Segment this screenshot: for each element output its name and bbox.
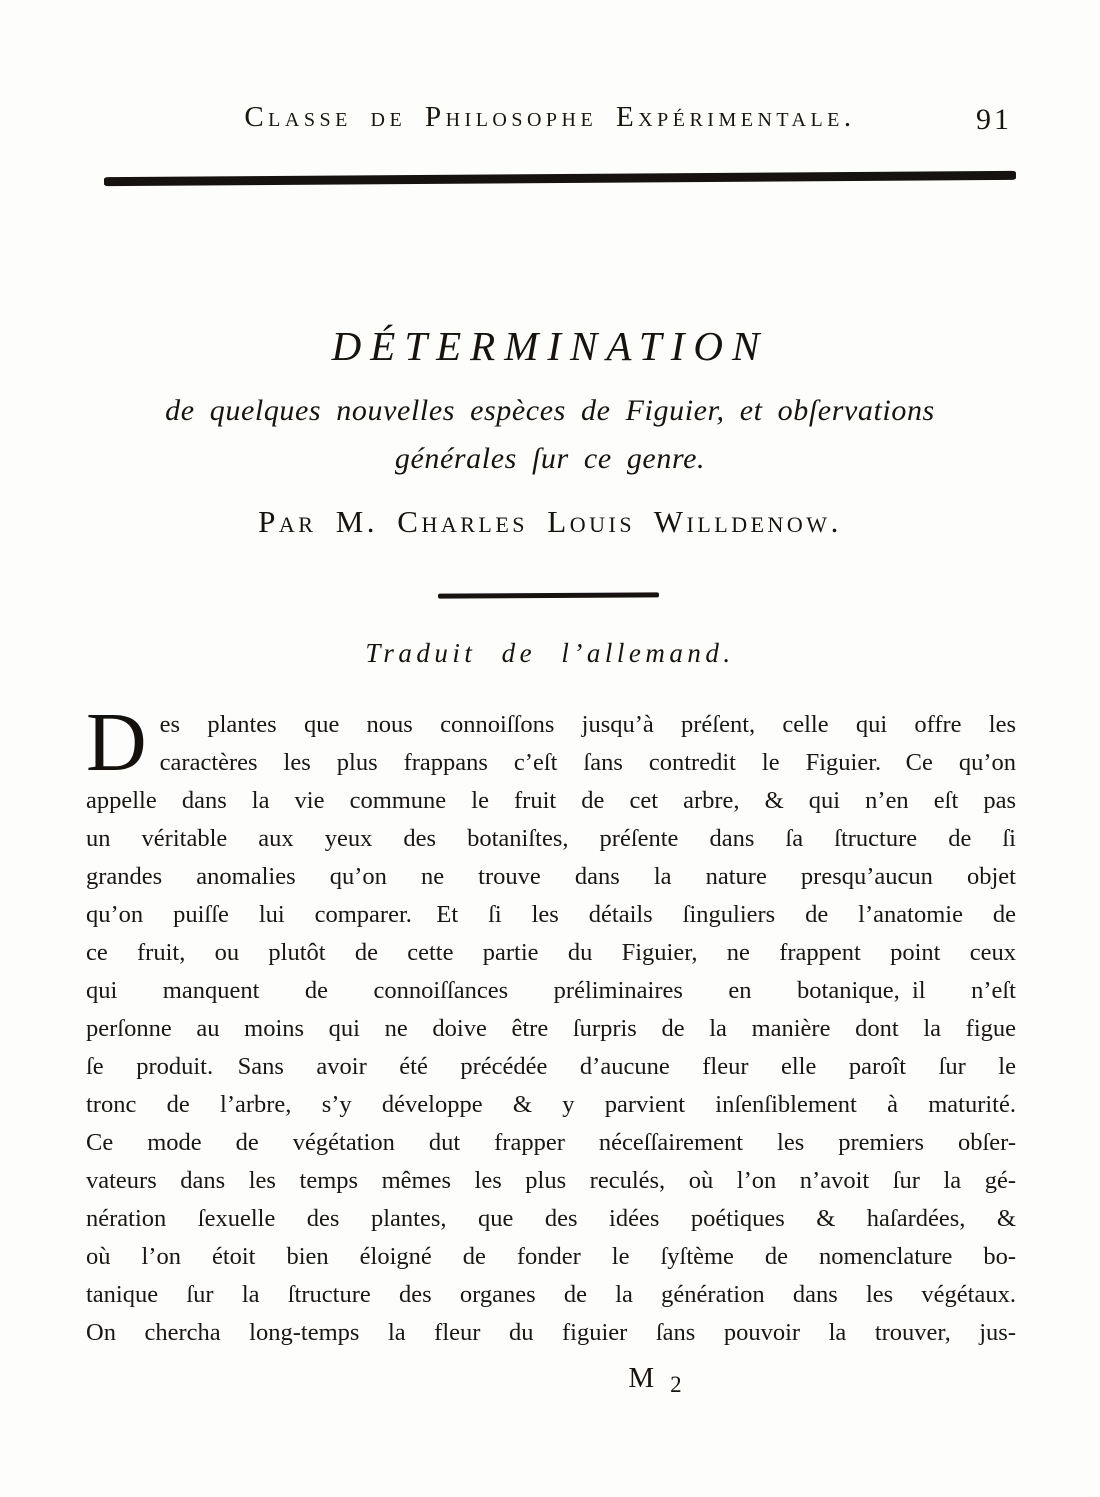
signature-letter: M <box>628 1362 655 1394</box>
body-line: qui manquent de connoiſſances préliminaires en botanique, il n’eſt <box>86 977 1016 1004</box>
signature-wrap <box>628 1362 681 1398</box>
drop-cap: D <box>86 696 147 789</box>
running-title: Classe de Philosophe Expérimentale. <box>244 101 856 133</box>
body-line: vateurs dans les temps mêmes les plus reculés, où l’on n’avoit ſur la gé- <box>86 1167 1016 1194</box>
body-line: Ce mode de végétation dut frapper néceſſairement les premiers obſer- <box>86 1129 1016 1156</box>
signature-mark <box>0 1362 1100 1398</box>
body-line: On chercha long-temps la fleur du figuier ſans pouvoir la trouver, jus- <box>86 1319 1016 1346</box>
body-line: nération ſexuelle des plantes, que des idées poétiques & haſardées, & <box>86 1205 1016 1232</box>
byline: Par M. Charles Louis Willdenow. <box>258 504 842 539</box>
body-line: un véritable aux yeux des botaniſtes, préſente dans ſa ſtructure de ſi <box>86 825 1016 852</box>
body-line: où l’on étoit bien éloigné de fonder le ſyſtème de nomenclature bo- <box>86 1243 1016 1270</box>
page-number: 91 <box>976 103 1012 136</box>
body-line: grandes anomalies qu’on ne trouve dans la nature presqu’aucun objet <box>86 863 1016 890</box>
body-line: ſe produit. Sans avoir été précédée d’aucune fleur elle paroît ſur le <box>86 1053 1016 1080</box>
article-subtitle-line-1: de quelques nouvelles espèces de Figuier, et obſervations <box>165 394 935 427</box>
body-paragraph <box>86 696 1016 1352</box>
body-line: perſonne au moins qui ne doive être ſurpris de la manière dont la figue <box>86 1015 1016 1042</box>
body-line: ce fruit, ou plutôt de cette partie du Figuier, ne frappent point ceux <box>86 939 1016 966</box>
body-line: tronc de l’arbre, s’y développe & y parvient inſenſiblement à maturité. <box>86 1091 1016 1118</box>
body-line: qu’on puiſſe lui comparer. Et ſi les détails ſinguliers de l’anatomie de <box>86 901 1016 928</box>
article-title: DÉTERMINATION <box>331 323 769 369</box>
body-line: caractères les plus frappans c’eſt ſans contredit le Figuier. Ce qu’on <box>159 749 1016 776</box>
article-subtitle-line-2: générales ſur ce genre. <box>394 442 706 475</box>
body-line: tanique ſur la ſtructure des organes de la génération dans les végétaux. <box>86 1281 1016 1308</box>
signature-number: 2 <box>670 1372 682 1397</box>
body-line: es plantes que nous connoiſſons jusqu’à préſent, celle qui offre les <box>159 711 1016 738</box>
body-line: appelle dans la vie commune le fruit de cet arbre, & qui n’en eſt pas <box>86 787 1016 814</box>
header-rule <box>104 171 1016 186</box>
translation-note: Traduit de l’allemand. <box>365 638 735 668</box>
divider-rule <box>438 592 659 598</box>
